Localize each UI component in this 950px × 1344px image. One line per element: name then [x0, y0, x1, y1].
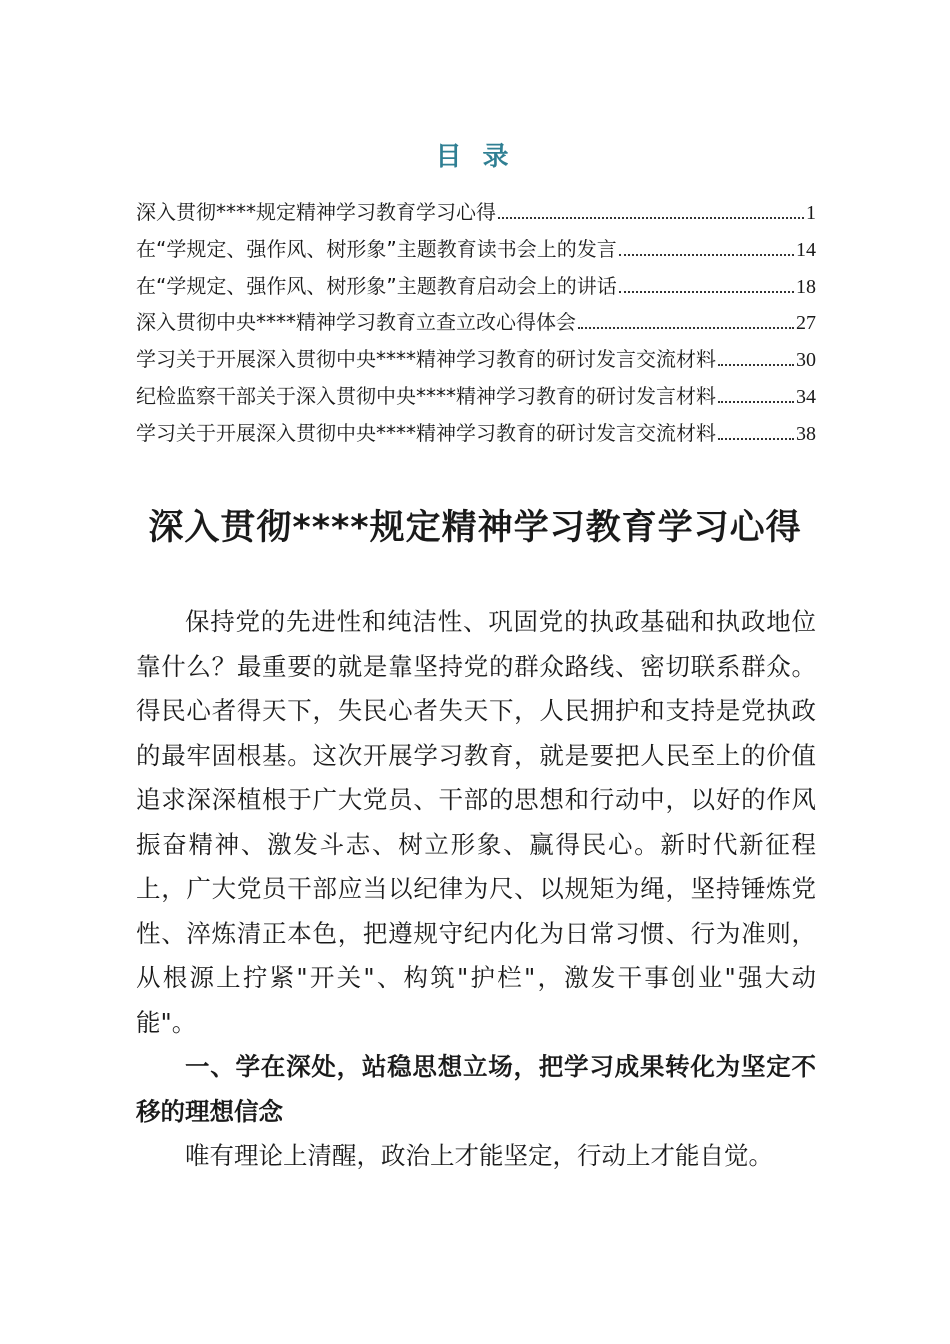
toc-leader-dots: [498, 217, 804, 219]
toc-leader-dots: [718, 438, 794, 440]
toc-entry-text: 纪检监察干部关于深入贯彻中央****精神学习教育的研讨发言材料: [136, 383, 716, 408]
toc-entry-text: 深入贯彻中央****精神学习教育立查立改心得体会: [136, 310, 576, 335]
article-title: 深入贯彻****规定精神学习教育学习心得: [148, 508, 802, 548]
toc-entry-page: 18: [796, 275, 816, 298]
toc-entry[interactable]: [136, 343, 816, 380]
toc-entry[interactable]: [136, 380, 816, 417]
toc-entry[interactable]: [136, 306, 816, 343]
toc-entry-page: 27: [796, 312, 816, 335]
toc-entry-text: 深入贯彻****规定精神学习教育学习心得: [136, 200, 496, 224]
table-of-contents: [136, 196, 816, 454]
toc-title: 目 录: [435, 142, 515, 172]
toc-entry-page: 1: [806, 202, 816, 224]
toc-entry-page: 14: [796, 238, 816, 261]
paragraph: 保持党的先进性和纯洁性、巩固党的执政基础和执政地位靠什么？最重要的就是靠坚持党的群众路线、密切联系群众。得民心者得天下，失民心者失天下，人民拥护和支持是党执政的最牢固根基。这次开展学习教育，就是要把人民至上的价值追求深深植根于广大党员、干部的思想和行动中，以好的作风振奋精神、激发斗志、树立形象、赢得民心。新时代新征程上，广大党员干部应当以纪律为尺、以规矩为绳，坚持锤炼党性、淬炼清正本色，把遵规守纪内化为日常习惯、行为准则，从根源上拧紧"开关"、构筑"护栏"，激发干事创业"强大动能"。: [136, 607, 816, 1037]
toc-entry-page: 30: [796, 349, 816, 372]
article-body: [136, 600, 816, 1179]
toc-entry-page: 38: [796, 422, 816, 445]
toc-entry-text: 在“学规定、强作风、树形象”主题教育读书会上的发言: [136, 236, 617, 261]
toc-entry-text: 学习关于开展深入贯彻中央****精神学习教育的研讨发言交流材料: [136, 420, 716, 445]
toc-entry-page: 34: [796, 385, 816, 408]
toc-leader-dots: [718, 401, 794, 403]
toc-entry-text: 学习关于开展深入贯彻中央****精神学习教育的研讨发言交流材料: [136, 347, 716, 372]
toc-leader-dots: [619, 291, 794, 293]
toc-entry[interactable]: [136, 196, 816, 233]
toc-entry-text: 在“学规定、强作风、树形象”主题教育启动会上的讲话: [136, 273, 617, 298]
section-heading: 一、学在深处，站稳思想立场，把学习成果转化为坚定不移的理想信念: [136, 1052, 816, 1126]
toc-leader-dots: [578, 327, 794, 329]
paragraph: 唯有理论上清醒，政治上才能坚定，行动上才能自觉。: [185, 1141, 773, 1170]
toc-leader-dots: [619, 254, 794, 256]
toc-entry[interactable]: [136, 270, 816, 307]
toc-leader-dots: [718, 364, 794, 366]
toc-entry[interactable]: [136, 417, 816, 454]
toc-entry[interactable]: [136, 233, 816, 270]
